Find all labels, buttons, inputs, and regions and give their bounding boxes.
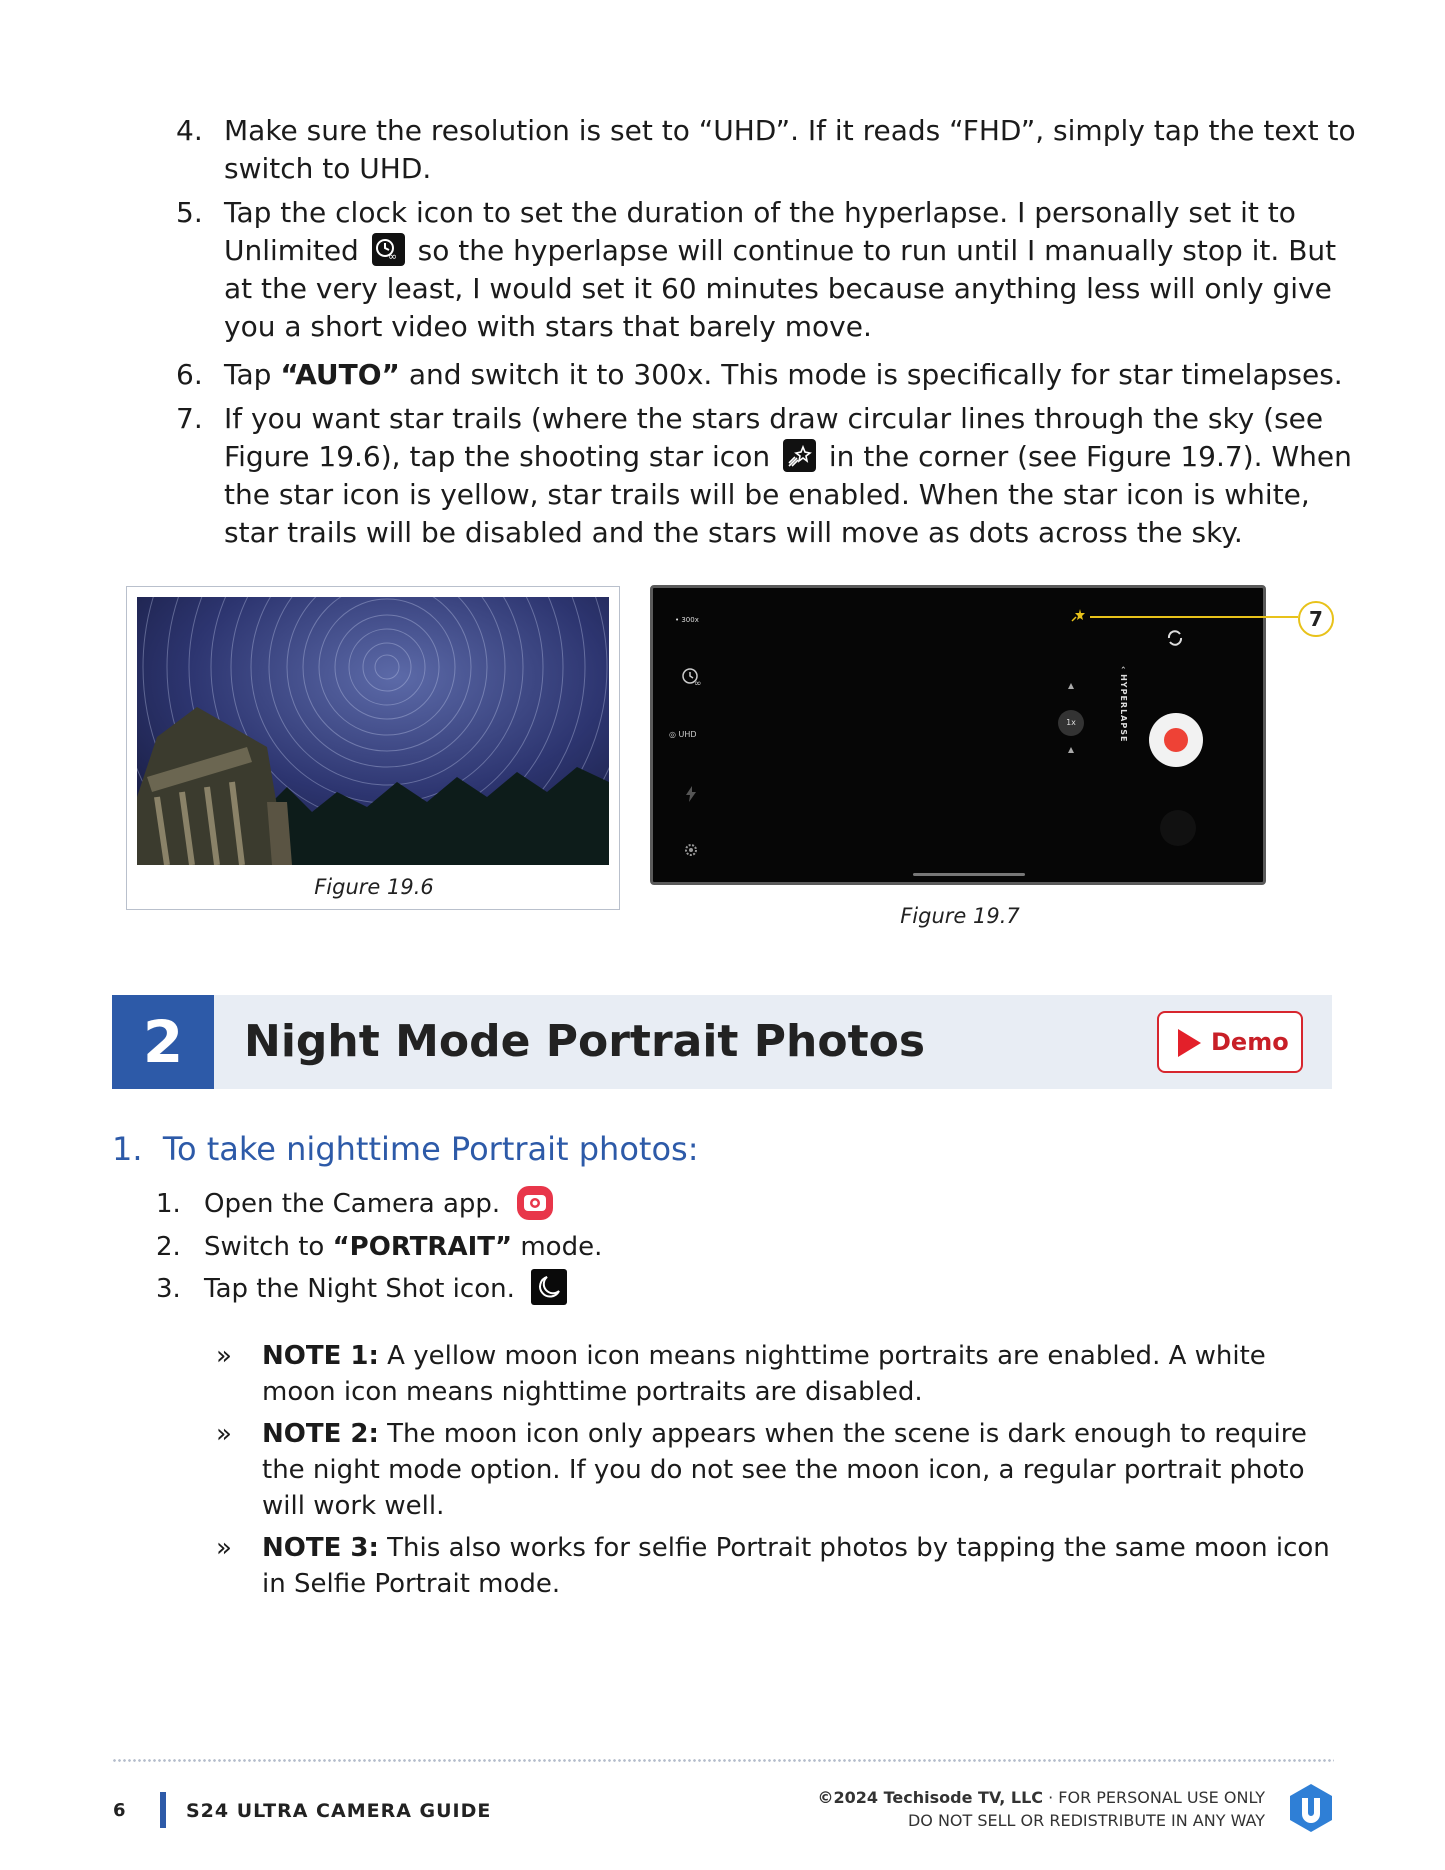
note-label: NOTE 1: [262, 1341, 379, 1371]
step-number: 6. [176, 358, 203, 391]
step-5 [176, 194, 1356, 346]
step-number: 5. [176, 196, 203, 229]
note-label: NOTE 2: [262, 1419, 379, 1449]
resolution-readout: ◎ UHD [669, 730, 697, 739]
figure-19-6 [126, 586, 620, 910]
timer-icon [681, 666, 707, 688]
play-icon [1175, 1027, 1203, 1059]
step-number: 3. [156, 1274, 181, 1304]
step-text: Tap the Night Shot icon. [204, 1274, 515, 1304]
record-dot [1164, 728, 1188, 752]
resolution-label: UHD [678, 730, 697, 739]
bullet: » [216, 1533, 232, 1563]
copyright-notice: · FOR PERSONAL USE ONLY [1043, 1788, 1265, 1807]
demo-button[interactable] [1157, 1011, 1303, 1073]
camera-app-icon [516, 1185, 554, 1221]
footer-accent-bar [160, 1792, 166, 1828]
techisode-logo-icon [1288, 1782, 1334, 1834]
step-text-cont: mode. [512, 1232, 603, 1262]
note-text: This also works for selfie Portrait photos by tapping the same moon icon in Selfie Portrait mode. [262, 1533, 1330, 1599]
star-trails-photo [137, 597, 609, 865]
note-2 [216, 1416, 1336, 1524]
step-number: 1. [156, 1189, 181, 1219]
settings-gear-icon [684, 843, 698, 857]
night-shot-moon-icon [531, 1269, 567, 1305]
redistribution-notice: DO NOT SELL OR REDISTRIBUTE IN ANY WAY [907, 1811, 1265, 1830]
bullet: » [216, 1341, 232, 1371]
shooting-star-yellow-icon [1071, 608, 1087, 622]
figure-caption: Figure 19.6 [314, 875, 434, 899]
step-text: Tap the clock icon to set the duration of the hyperlapse. I personally set it to Unlimited [224, 196, 1296, 267]
lens-up-arrow-icon [1067, 682, 1075, 690]
step-number: 4. [176, 114, 203, 147]
step-4 [176, 112, 1356, 188]
copyright-owner: ©2024 Techisode TV, LLC [817, 1788, 1044, 1807]
zoom-readout: • 300x [675, 616, 699, 624]
demo-label: Demo [1211, 1028, 1289, 1056]
note-text: A yellow moon icon means nighttime portraits are enabled. A white moon icon means nighttime portraits are disabled. [262, 1341, 1266, 1407]
step-text: If you want star trails (where the stars draw circular lines through the sky (see Figure 19.6), tap the shooting star icon [224, 402, 1324, 473]
step-text-cont: and switch it to 300x. This mode is specifically for star timelapses. [399, 358, 1343, 391]
step-text: Open the Camera app. [204, 1189, 501, 1219]
step-number: 2. [156, 1232, 181, 1262]
step-number: 7. [176, 402, 203, 435]
step-7 [176, 400, 1356, 552]
shooting-star-icon [783, 439, 816, 472]
figure-19-7-camera-screen [650, 585, 1266, 885]
page-number: 6 [113, 1800, 126, 1821]
auto-label: “AUTO” [280, 358, 400, 391]
section-title: Night Mode Portrait Photos [244, 1016, 926, 1067]
section-number: 2 [112, 995, 214, 1089]
note-label: NOTE 3: [262, 1533, 379, 1563]
step-text: Switch to [204, 1232, 333, 1262]
switch-camera-icon [1165, 628, 1185, 648]
lens-down-arrow-icon [1067, 746, 1075, 754]
note-text: The moon icon only appears when the scene is dark enough to require the night mode option. If you do not see the moon icon, a regular portrait photo will work well. [262, 1419, 1307, 1521]
guide-title: S24 ULTRA CAMERA GUIDE [186, 1800, 492, 1822]
callout-badge-7: 7 [1298, 601, 1334, 637]
note-3 [216, 1530, 1336, 1602]
unlimited-timer-icon [372, 233, 405, 266]
portrait-label: “PORTRAIT” [332, 1232, 513, 1262]
footer-divider [112, 1758, 1334, 1763]
step-6 [176, 356, 1356, 394]
svg-text:∞: ∞ [387, 249, 397, 263]
lens-1x-button: 1x [1058, 710, 1084, 736]
callout-line [1090, 616, 1298, 618]
mode-label: ‹ HYPERLAPSE [1119, 666, 1128, 743]
home-indicator [913, 873, 1025, 876]
note-1 [216, 1338, 1336, 1410]
step-text: Make sure the resolution is set to “UHD”. If it reads “FHD”, simply tap the text to switch to UHD. [224, 114, 1356, 185]
figure-caption-19-7: Figure 19.7 [900, 904, 1020, 928]
copyright-line [818, 1788, 1266, 1807]
flash-icon [685, 786, 697, 802]
step-text-cont: in the corner (see Figure 19.7). When the star icon is yellow, star trails will be enabled. When the star icon is white, star trails will be disabled and the stars will move as dots across the sky. [224, 440, 1352, 549]
bullet: » [216, 1419, 232, 1449]
svg-text:∞: ∞ [694, 679, 702, 688]
gallery-thumbnail [1160, 810, 1196, 846]
step-text-cont: so the hyperlapse will continue to run until I manually stop it. But at the very least, I would set it 60 minutes because anything less will only give you a short video with stars that barely move. [224, 234, 1337, 343]
subheading: 1. To take nighttime Portrait photos: [112, 1130, 699, 1168]
record-button [1149, 713, 1203, 767]
step-text: Tap [224, 358, 281, 391]
